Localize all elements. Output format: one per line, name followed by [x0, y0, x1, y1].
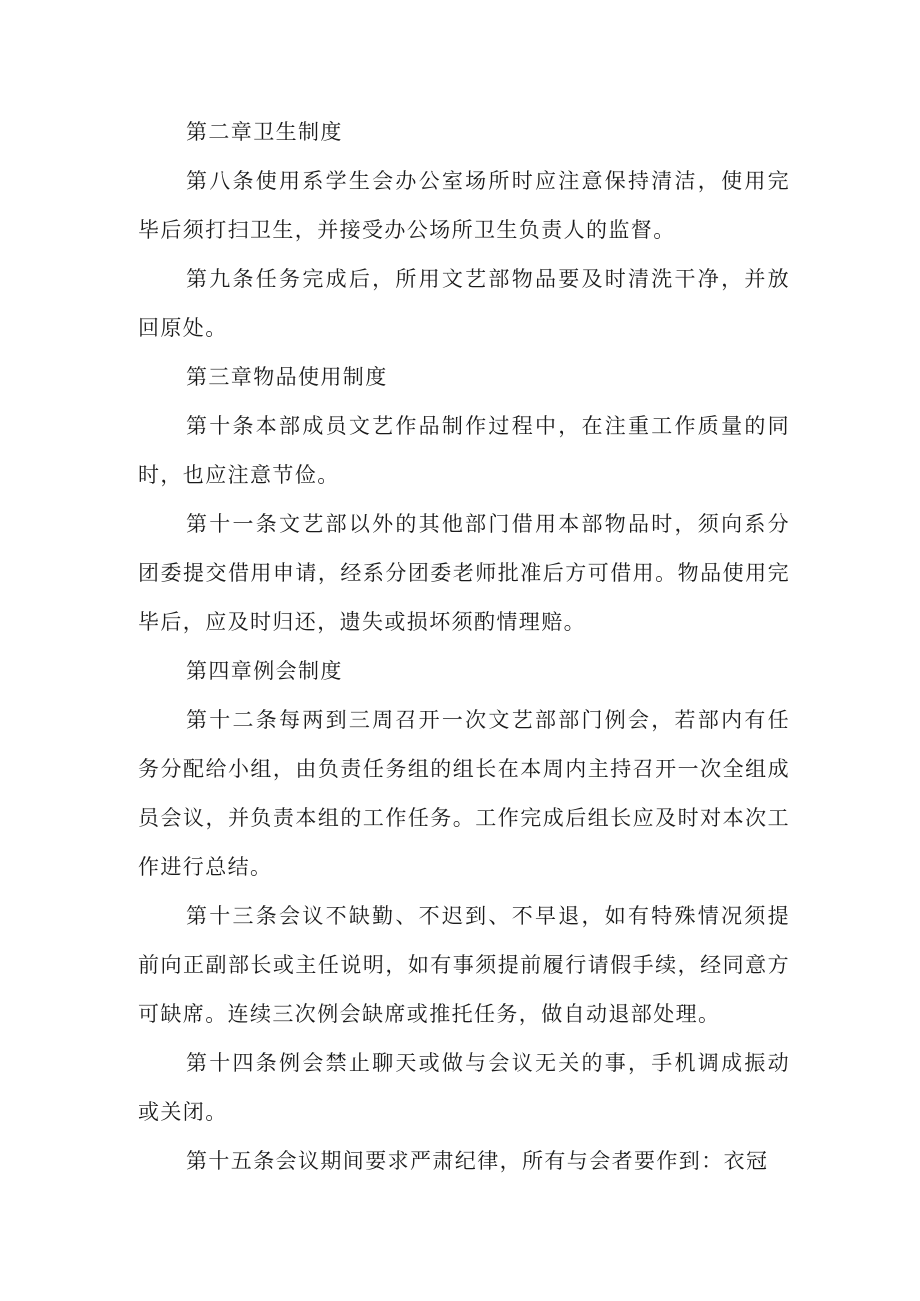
article-10: 第十条本部成员文艺作品制作过程中，在注重工作质量的同时，也应注意节俭。 — [138, 414, 790, 487]
article-8: 第八条使用系学生会办公室场所时应注意保持清洁，使用完毕后须打扫卫生，并接受办公场所卫生负责人的监督。 — [138, 169, 790, 242]
chapter-heading-hygiene: 第二章卫生制度 — [186, 120, 343, 144]
article-9: 第九条任务完成后，所用文艺部物品要及时清洗干净，并放回原处。 — [138, 267, 790, 340]
chapter-heading-items: 第三章物品使用制度 — [186, 365, 388, 389]
article-11: 第十一条文艺部以外的其他部门借用本部物品时，须向系分团委提交借用申请，经系分团委老师批准后方可借用。物品使用完毕后，应及时归还，遗失或损坏须酌情理赔。 — [138, 512, 790, 634]
document-body — [138, 108, 790, 1186]
article-12: 第十二条每两到三周召开一次文艺部部门例会，若部内有任务分配给小组，由负责任务组的组长在本周内主持召开一次全组成员会议，并负责本组的工作任务。工作完成后组长应及时对本次工作进行总结。 — [138, 708, 790, 879]
article-14: 第十四条例会禁止聊天或做与会议无关的事，手机调成振动或关闭。 — [138, 1051, 790, 1124]
chapter-heading-meetings: 第四章例会制度 — [186, 659, 343, 683]
article-15: 第十五条会议期间要求严肃纪律，所有与会者要作到：衣冠 — [186, 1149, 769, 1173]
article-13: 第十三条会议不缺勤、不迟到、不早退，如有特殊情况须提前向正副部长或主任说明，如有事须提前履行请假手续，经同意方可缺席。连续三次例会缺席或推托任务，做自动退部处理。 — [138, 904, 790, 1026]
